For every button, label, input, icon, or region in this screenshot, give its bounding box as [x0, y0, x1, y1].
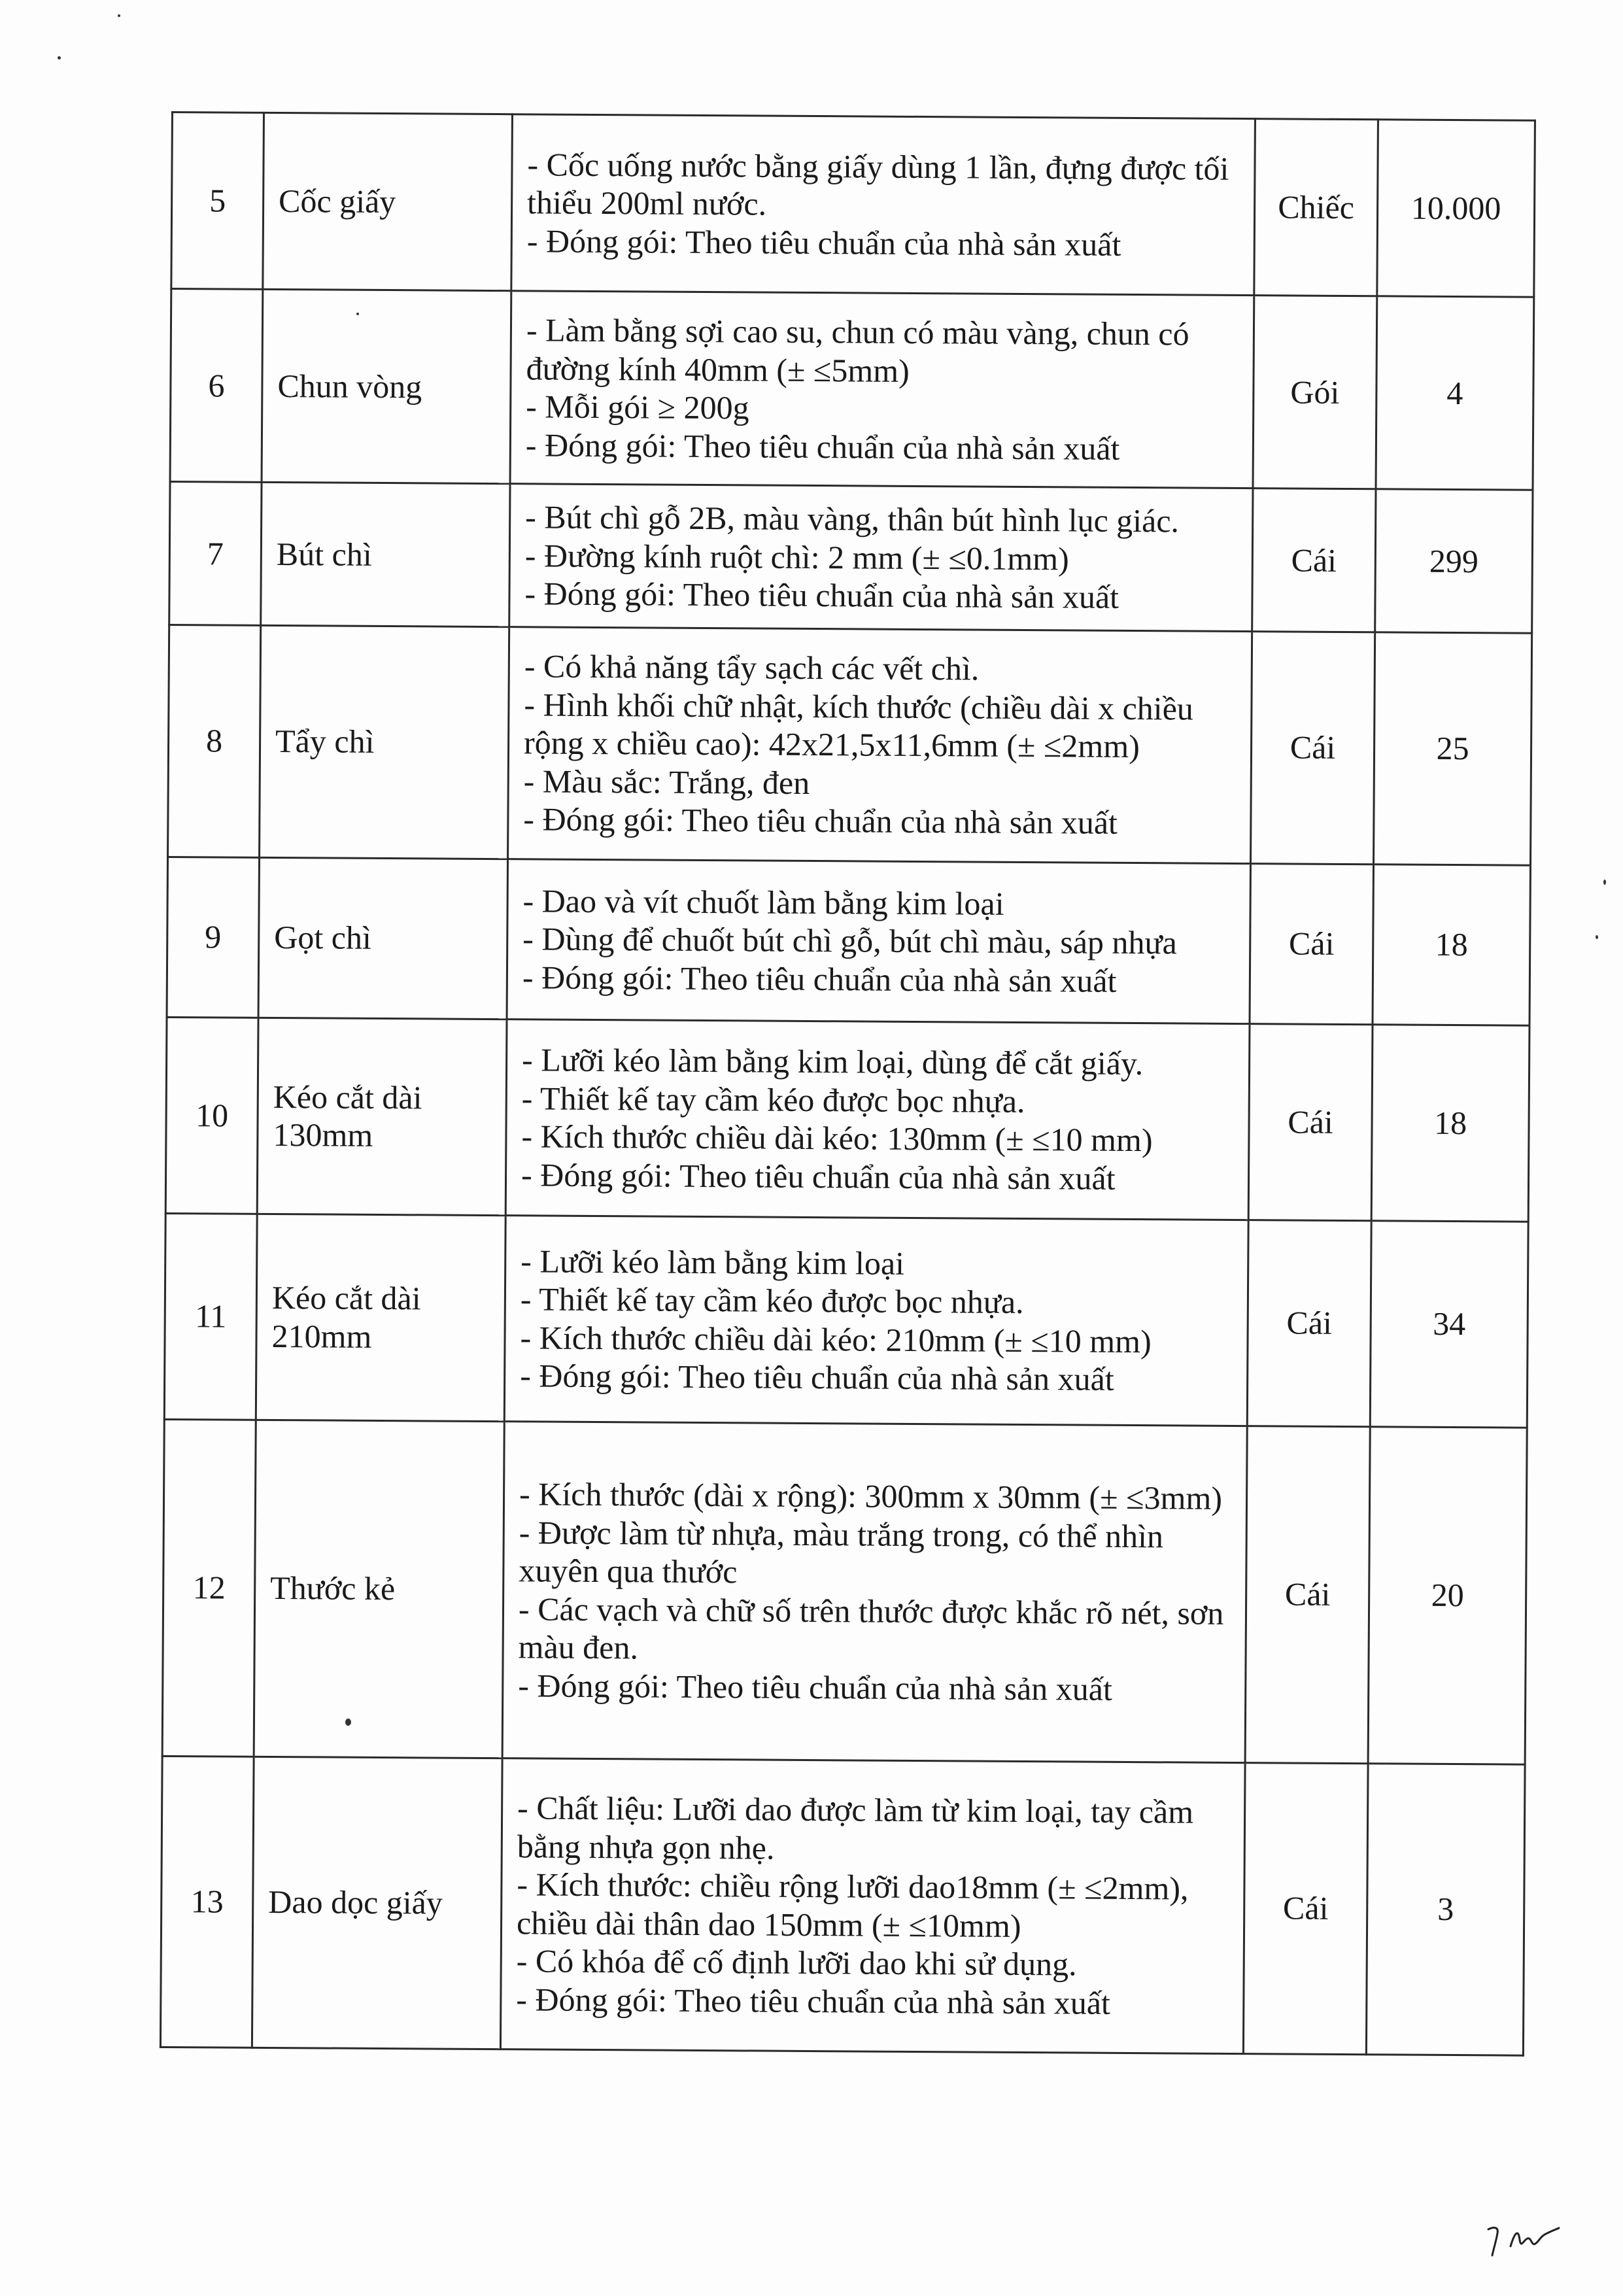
- quantity-cell: 4: [1376, 296, 1534, 490]
- description-line: - Bút chì gỗ 2B, màu vàng, thân bút hình lục giác.: [525, 498, 1180, 540]
- description-line: - Có khả năng tẩy sạch các vết chì.: [524, 647, 980, 687]
- item-name-cell: Bút chì: [261, 482, 510, 626]
- description-line: - Được làm từ nhựa, màu trắng trong, có thể nhìn xuyên qua thước: [519, 1513, 1164, 1590]
- handwritten-initials-icon: [1484, 2220, 1563, 2259]
- row-number-cell: 11: [164, 1213, 257, 1420]
- item-description-cell: [502, 1421, 1247, 1762]
- table-row: [167, 857, 1530, 1025]
- item-name-cell: Gọt chì: [258, 857, 507, 1019]
- scan-speck: [118, 14, 120, 17]
- scan-speck: [345, 1719, 351, 1726]
- description-line: - Đóng gói: Theo tiêu chuẩn của nhà sản xuất: [523, 800, 1118, 842]
- description-line: - Đường kính ruột chì: 2 mm (± ≤0.1mm): [524, 536, 1069, 577]
- item-name-cell: Kéo cắt dài 210mm: [256, 1214, 505, 1421]
- unit-cell: Cái: [1250, 863, 1373, 1024]
- item-description-cell: [511, 114, 1256, 296]
- description-line: - Thiết kế tay cầm kéo được bọc nhựa.: [521, 1079, 1025, 1120]
- unit-cell: Cái: [1248, 1023, 1373, 1220]
- item-name-cell: Kéo cắt dài 130mm: [257, 1018, 507, 1215]
- description-line: - Dao và vít chuốt làm bằng kim loại: [522, 882, 1004, 922]
- quantity-cell: 299: [1375, 489, 1533, 633]
- description-line: - Làm bằng sợi cao su, chun có màu vàng, chun có đường kính 40mm (± ≤5mm): [526, 311, 1189, 389]
- unit-cell: Cái: [1245, 1426, 1370, 1763]
- quantity-cell: 20: [1368, 1426, 1527, 1764]
- row-number-cell: 7: [169, 481, 262, 625]
- row-number-cell: 9: [167, 857, 259, 1018]
- description-line: - Màu sắc: Trắng, đen: [523, 762, 810, 801]
- unit-cell: Chiếc: [1254, 119, 1378, 296]
- unit-cell: Gói: [1253, 296, 1377, 489]
- table-row: [168, 625, 1532, 865]
- item-name-cell: Cốc giấy: [263, 112, 513, 290]
- item-description-cell: [508, 626, 1252, 863]
- item-description-cell: [500, 1758, 1245, 2053]
- item-description-cell: [505, 1019, 1250, 1220]
- item-name-cell: Tẩy chì: [260, 625, 509, 859]
- table-row: [164, 1213, 1528, 1428]
- quantity-cell: 18: [1371, 1024, 1529, 1221]
- unit-cell: Cái: [1247, 1220, 1371, 1426]
- item-description-cell: [504, 1215, 1248, 1426]
- description-line: - Đóng gói: Theo tiêu chuẩn của nhà sản xuất: [522, 959, 1117, 999]
- table-row: [162, 1419, 1527, 1764]
- description-line: - Đóng gói: Theo tiêu chuẩn của nhà sản xuất: [526, 222, 1121, 263]
- description-line: - Đóng gói: Theo tiêu chuẩn của nhà sản xuất: [516, 1980, 1111, 2021]
- description-line: - Đóng gói: Theo tiêu chuẩn của nhà sản xuất: [518, 1666, 1113, 1707]
- table-row: [170, 289, 1534, 490]
- description-line: - Chất liệu: Lưỡi dao được làm từ kim loại, tay cầm bằng nhựa gọn nhẹ.: [517, 1789, 1194, 1866]
- row-number-cell: 10: [165, 1017, 258, 1214]
- description-line: - Đóng gói: Theo tiêu chuẩn của nhà sản xuất: [521, 1156, 1116, 1197]
- specification-table: [160, 111, 1536, 2056]
- item-description-cell: [510, 291, 1254, 488]
- description-line: - Lưỡi kéo làm bằng kim loại, dùng để cắt giấy.: [521, 1041, 1144, 1082]
- item-description-cell: [507, 859, 1250, 1023]
- description-line: - Đóng gói: Theo tiêu chuẩn của nhà sản xuất: [525, 426, 1120, 467]
- description-line: - Cốc uống nước bằng giấy dùng 1 lần, đựng được tối thiểu 200ml nước.: [526, 146, 1229, 222]
- description-line: - Dùng để chuốt bút chì gỗ, bút chì màu, sáp nhựa: [522, 920, 1177, 961]
- quantity-cell: 34: [1370, 1220, 1528, 1427]
- scan-speck: [1596, 935, 1598, 939]
- description-line: - Hình khối chữ nhật, kích thước (chiều dài x chiều rộng x chiều cao): 42x21,5x11,6mm (± ≤2mm): [523, 686, 1194, 765]
- description-line: - Lưỡi kéo làm bằng kim loại: [521, 1242, 905, 1282]
- description-line: - Đóng gói: Theo tiêu chuẩn của nhà sản xuất: [524, 575, 1119, 615]
- quantity-cell: 3: [1366, 1763, 1525, 2055]
- description-line: - Kích thước chiều dài kéo: 210mm (± ≤10 mm): [520, 1318, 1152, 1360]
- description-line: - Có khóa để cố định lưỡi dao khi sử dụng.: [516, 1942, 1077, 1983]
- description-line: - Kích thước (dài x rộng): 300mm x 30mm (± ≤3mm): [519, 1475, 1223, 1516]
- quantity-cell: 25: [1374, 632, 1532, 865]
- table-row: [171, 112, 1535, 298]
- table-row: [165, 1017, 1529, 1222]
- unit-cell: Cái: [1243, 1762, 1368, 2054]
- item-name-cell: Chun vòng: [262, 289, 511, 483]
- quantity-cell: 18: [1373, 864, 1530, 1025]
- row-number-cell: 12: [162, 1419, 256, 1756]
- row-number-cell: 13: [160, 1756, 254, 2048]
- scan-speck: [1603, 880, 1606, 885]
- specification-table-body: [160, 112, 1535, 2055]
- scan-speck: [58, 56, 61, 60]
- scan-speck: [356, 313, 359, 315]
- table-row: [169, 481, 1533, 632]
- description-line: - Các vạch và chữ số trên thước được khắc rõ nét, sơn màu đen.: [518, 1590, 1224, 1666]
- quantity-cell: 10.000: [1377, 120, 1535, 297]
- description-line: - Mỗi gói ≥ 200g: [526, 388, 749, 426]
- item-name-cell: Dao dọc giấy: [252, 1756, 502, 2049]
- item-description-cell: [509, 484, 1253, 631]
- description-line: - Thiết kế tay cầm kéo được bọc nhựa.: [520, 1280, 1024, 1320]
- description-line: - Đóng gói: Theo tiêu chuẩn của nhà sản xuất: [520, 1357, 1114, 1397]
- unit-cell: Cái: [1251, 631, 1375, 864]
- description-line: - Kích thước: chiều rộng lưỡi dao18mm (± ≤2mm), chiều dài thân dao 150mm (± ≤10mm): [516, 1866, 1189, 1944]
- unit-cell: Cái: [1252, 488, 1376, 632]
- table-row: [160, 1756, 1525, 2055]
- item-name-cell: Thước kẻ: [254, 1420, 504, 1758]
- row-number-cell: 5: [171, 112, 264, 290]
- row-number-cell: 8: [168, 625, 261, 857]
- row-number-cell: 6: [170, 289, 263, 483]
- description-line: - Kích thước chiều dài kéo: 130mm (± ≤10 mm): [521, 1118, 1153, 1159]
